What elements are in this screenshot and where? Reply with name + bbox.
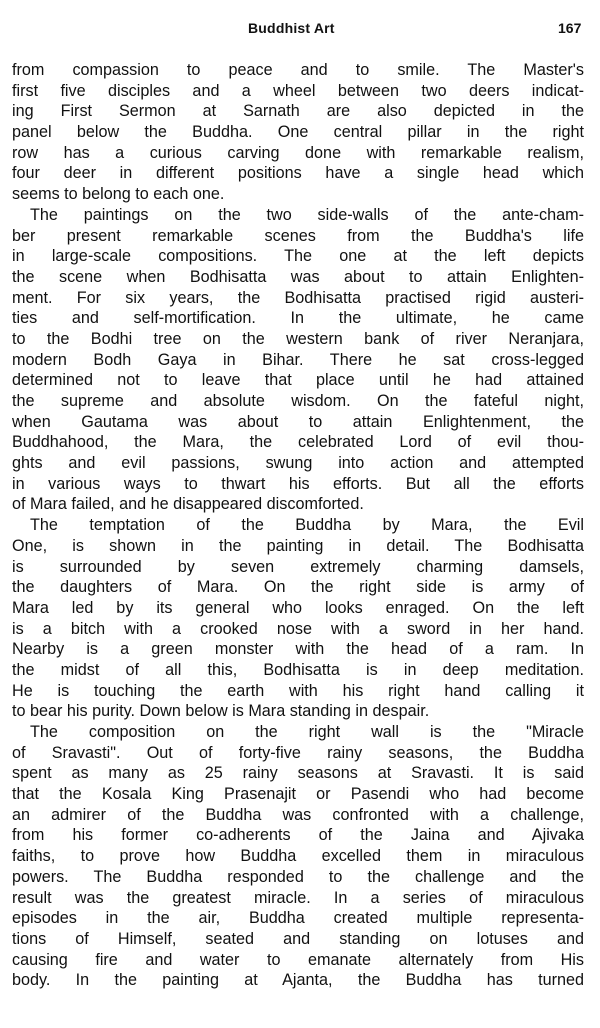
text-line: tions of Himself, seated and standing on lotuses and — [12, 929, 584, 948]
text-line: from compassion to peace and to smile. The Master's — [12, 61, 584, 79]
running-head — [0, 20, 600, 42]
text-line: spent as many as 25 rainy seasons at Sravasti. It is said — [12, 764, 584, 783]
text-line: of Mara failed, and he disappeared discomforted. — [12, 495, 364, 514]
text-line: result was the greatest miracle. In a series of miraculous — [12, 888, 584, 907]
text-line: Buddhahood, the Mara, the celebrated Lord of evil thou- — [12, 433, 584, 452]
text-line: seems to belong to each one. — [12, 185, 225, 204]
text-line: Mara led by its general who looks enraged. On the left — [12, 598, 584, 617]
text-line: The temptation of the Buddha by Mara, the Evil — [30, 516, 584, 535]
text-line: from his former co-adherents of the Jaina and Ajivaka — [12, 826, 584, 845]
text-line: that the Kosala King Prasenajit or Pasendi who had become — [12, 785, 584, 804]
text-line: the daughters of Mara. On the right side is army of — [12, 578, 584, 597]
text-line: of Sravasti". Out of forty-five rainy seasons, the Buddha — [12, 743, 584, 762]
text-line: ties and self-mortification. In the ultimate, he came — [12, 309, 584, 328]
text-line: determined not to leave that place until he had attained — [12, 371, 584, 390]
text-line: One, is shown in the painting in detail. The Bodhisatta — [12, 536, 584, 555]
text-line: to the Bodhi tree on the western bank of river Neranjara, — [12, 329, 584, 348]
text-line: the supreme and absolute wisdom. On the fateful night, — [12, 392, 584, 410]
text-line: row has a curious carving done with remarkable realism, — [12, 143, 584, 162]
text-line: body. In the painting at Ajanta, the Buddha has turned — [12, 971, 584, 990]
text-line: panel below the Buddha. One central pillar in the right — [12, 123, 584, 142]
text-line: to bear his purity. Down below is Mara standing in despair. — [12, 702, 430, 721]
text-line: is a bitch with a crooked nose with a sword in her hand. — [12, 619, 584, 638]
text-line: four deer in different positions have a single head which — [12, 164, 584, 183]
text-line: The paintings on the two side-walls of the ante-cham- — [30, 205, 584, 224]
text-line: ing First Sermon at Sarnath are also depicted in the — [12, 102, 584, 121]
text-line: in large-scale compositions. The one at the left depicts — [12, 247, 584, 266]
body-text — [12, 60, 584, 991]
text-line: He is touching the earth with his right hand calling it — [12, 681, 584, 700]
text-line: the scene when Bodhisatta was about to attain Enlighten- — [12, 267, 584, 286]
text-line: modern Bodh Gaya in Bihar. There he sat cross-legged — [12, 350, 584, 369]
text-line: causing fire and water to emanate alternately from His — [12, 950, 584, 969]
text-line: in various ways to thwart his efforts. But all the efforts — [12, 474, 584, 493]
text-line: when Gautama was about to attain Enlightenment, the — [12, 412, 584, 431]
page-number: 167 — [558, 20, 582, 36]
running-title: Buddhist Art — [248, 20, 335, 36]
text-line: powers. The Buddha responded to the challenge and the — [12, 867, 584, 886]
text-line: Nearby is a green monster with the head of a ram. In — [12, 640, 584, 659]
text-line: is surrounded by seven extremely charming damsels, — [12, 557, 584, 576]
text-line: faiths, to prove how Buddha excelled them in miraculous — [12, 847, 584, 866]
text-line: ghts and evil passions, swung into action and attempted — [12, 454, 584, 473]
text-line: The composition on the right wall is the "Miracle — [30, 723, 584, 741]
text-line: first five disciples and a wheel between two deers indicat- — [12, 81, 584, 100]
text-line: episodes in the air, Buddha created multiple representa- — [12, 909, 584, 928]
text-line: ber present remarkable scenes from the Buddha's life — [12, 226, 584, 245]
text-line: the midst of all this, Bodhisatta is in deep meditation. — [12, 660, 584, 679]
text-line: an admirer of the Buddha was confronted with a challenge, — [12, 805, 584, 824]
text-line: ment. For six years, the Bodhisatta practised rigid austeri- — [12, 288, 584, 307]
